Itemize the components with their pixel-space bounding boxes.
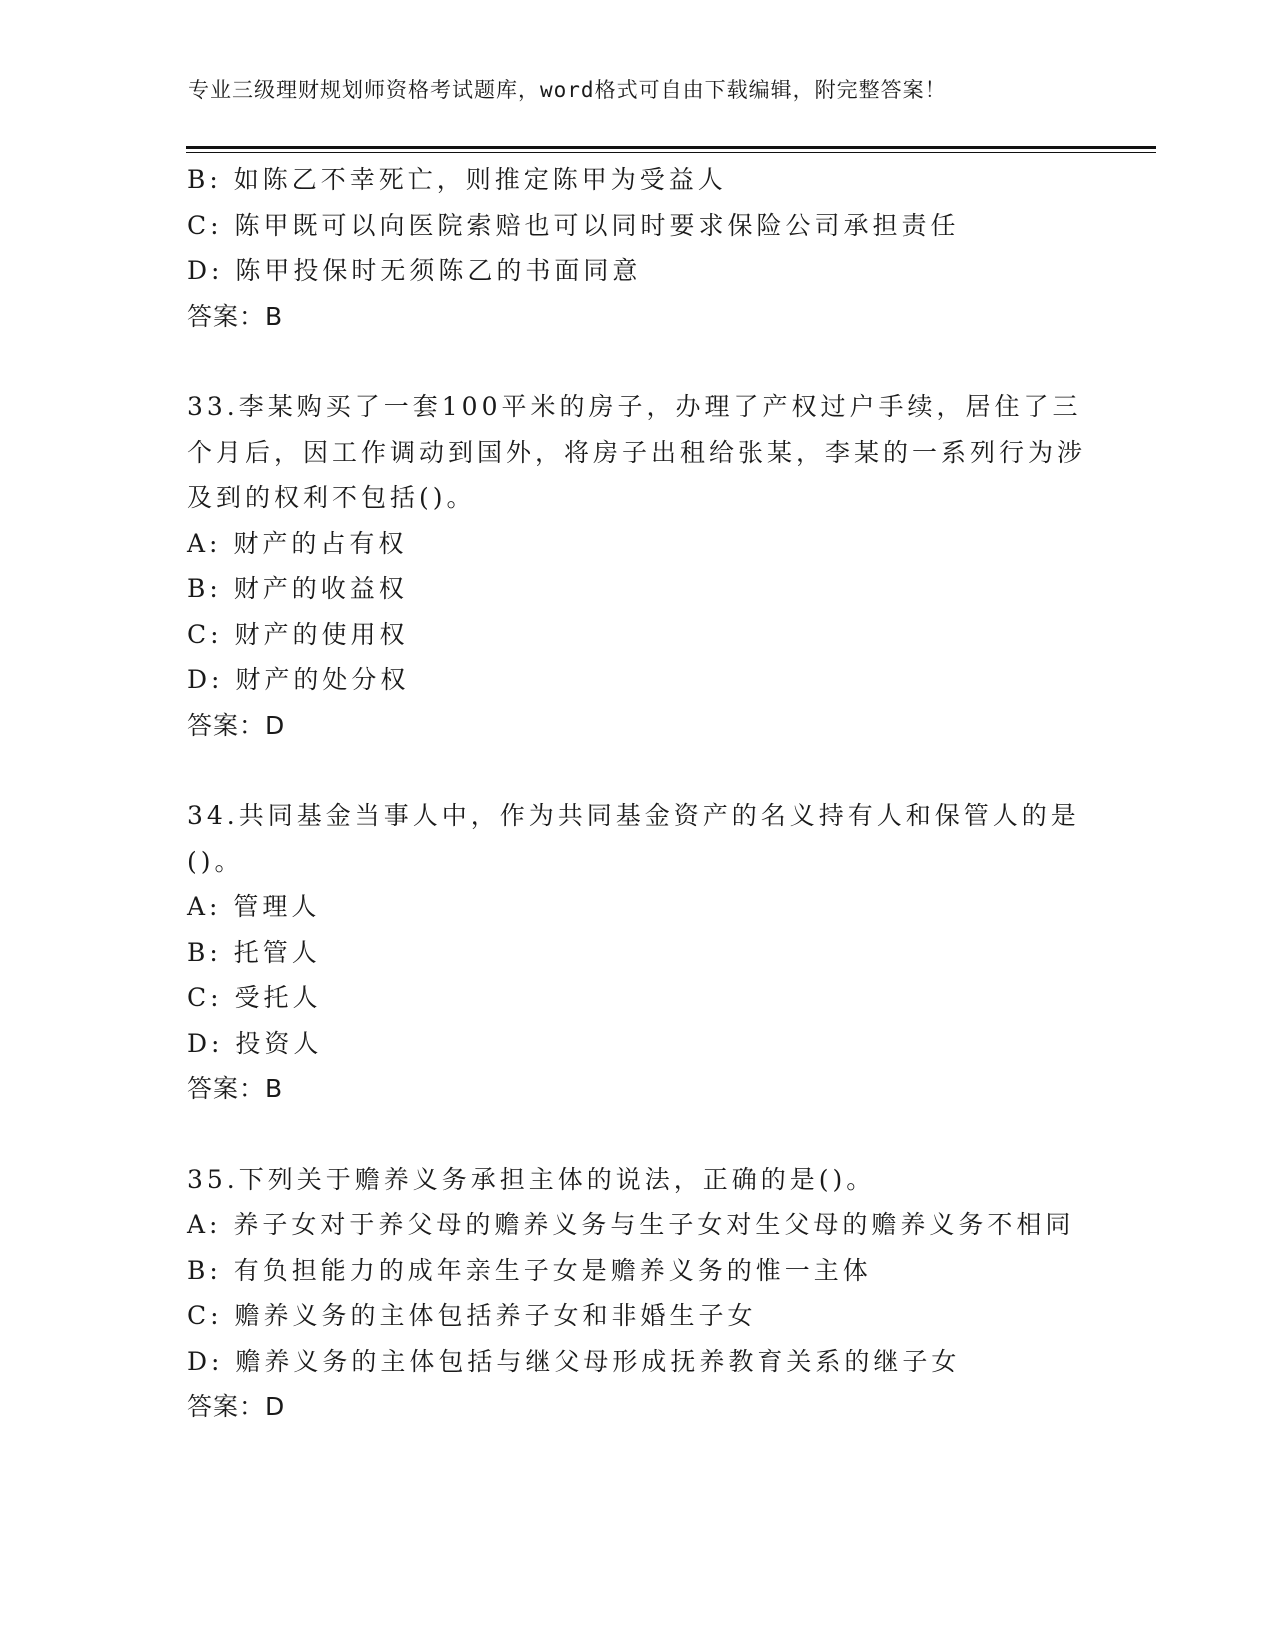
question-32-continuation bbox=[187, 157, 1107, 339]
option-b: B: 托管人 bbox=[187, 937, 321, 967]
answer: 答案：B bbox=[187, 1074, 284, 1103]
page-header: 专业三级理财规划师资格考试题库，word格式可自由下载编辑，附完整答案！ bbox=[188, 78, 947, 102]
document-body bbox=[187, 157, 1107, 1475]
question-text: 35.下列关于赡养义务承担主体的说法，正确的是()。 bbox=[187, 1164, 876, 1194]
header-rule-thin bbox=[186, 152, 1156, 153]
option-d: D: 投资人 bbox=[187, 1028, 323, 1058]
question-33 bbox=[187, 384, 1107, 748]
option-c: C: 赡养义务的主体包括养子女和非婚生子女 bbox=[187, 1301, 757, 1330]
option-d: D: 陈甲投保时无须陈乙的书面同意 bbox=[187, 256, 642, 285]
question-text: 34.共同基金当事人中，作为共同基金资产的名义持有人和保管人的是()。 bbox=[187, 801, 1080, 876]
answer: 答案：B bbox=[187, 301, 284, 331]
option-a: A: 管理人 bbox=[187, 892, 321, 921]
option-b: B: 如陈乙不幸死亡，则推定陈甲为受益人 bbox=[187, 165, 727, 194]
option-c: C: 陈甲既可以向医院索赔也可以同时要求保险公司承担责任 bbox=[187, 210, 960, 240]
option-d: D: 赡养义务的主体包括与继父母形成抚养教育关系的继子女 bbox=[187, 1346, 961, 1376]
option-a: A: 养子女对于养父母的赡养义务与生子女对生父母的赡养义务不相同 bbox=[187, 1210, 1075, 1239]
question-35 bbox=[187, 1157, 1107, 1430]
answer: 答案：D bbox=[187, 710, 286, 740]
option-b: B: 有负担能力的成年亲生子女是赡养义务的惟一主体 bbox=[187, 1255, 872, 1285]
option-c: C: 财产的使用权 bbox=[187, 619, 409, 649]
question-34 bbox=[187, 793, 1107, 1112]
question-text: 33.李某购买了一套100平米的房子，办理了产权过户手续，居住了三个月后，因工作调动到国外，将房子出租给张某，李某的一系列行为涉及到的权利不包括()。 bbox=[187, 392, 1087, 512]
option-a: A: 财产的占有权 bbox=[187, 528, 408, 558]
option-b: B: 财产的收益权 bbox=[187, 574, 408, 603]
header-rule-thick bbox=[186, 146, 1156, 149]
option-c: C: 受托人 bbox=[187, 983, 322, 1012]
answer: 答案：D bbox=[187, 1392, 286, 1421]
option-d: D: 财产的处分权 bbox=[187, 665, 410, 694]
